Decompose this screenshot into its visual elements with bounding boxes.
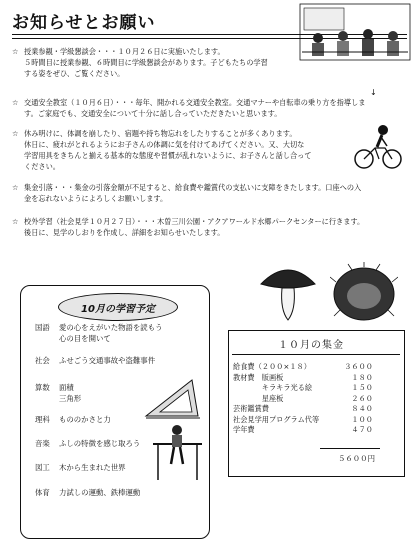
subject-content: ふしの特徴を感じ取ろう <box>59 439 141 448</box>
collection-title: １０月の集金 <box>278 340 344 351</box>
notice-line: 後日に、見学のしおりを作成し、詳細をお知らせいたします。 <box>24 228 225 237</box>
cyclist-illustration <box>353 120 403 170</box>
subject-content: 木から生まれた世界 <box>59 463 126 472</box>
notice-field-trip <box>12 216 412 238</box>
collection-list <box>233 362 373 436</box>
item-label: 社会見学用プログラム代等 <box>233 414 320 424</box>
star-icon: ☆ <box>12 183 19 192</box>
subject-content: ふせごう交通事故や盗難事件 <box>59 356 156 365</box>
triangle-ruler-illustration <box>142 376 202 421</box>
star-icon: ☆ <box>12 47 19 56</box>
child-on-bars-illustration <box>150 422 205 482</box>
subject-name: 体育 <box>35 488 50 497</box>
item-value: ３６００ <box>344 362 373 371</box>
item-label: 教材費 版画板 <box>233 372 284 382</box>
chestnut-illustration <box>330 262 398 324</box>
notice-withdrawal <box>12 182 412 204</box>
schedule-title: 10月の学習予定 <box>58 293 178 321</box>
subject-content: 力試しの運動、鉄棒運動 <box>59 488 141 497</box>
subject-content: 心の目を開いて <box>59 334 111 343</box>
item-value: １００ <box>351 414 373 424</box>
notice-health <box>12 128 352 172</box>
subject-name: 国語 <box>35 323 50 332</box>
subject-math <box>35 382 81 404</box>
collection-row <box>233 404 373 415</box>
notice-open-house <box>12 46 302 79</box>
collection-row <box>233 425 373 436</box>
subject-name: 理科 <box>35 415 50 424</box>
subject-content: もののかさと力 <box>59 415 111 424</box>
notice-traffic-safety <box>12 97 412 119</box>
item-value: １８０ <box>351 372 373 382</box>
subject-art <box>35 462 126 473</box>
item-label: 星座板 <box>233 393 284 403</box>
item-label: 給食費（２００×１８） <box>233 362 311 371</box>
notice-line: 休み明けに、体調を崩したり、宿題や持ち物忘れをしたりすることが多くあります。 <box>24 129 297 138</box>
item-label: キラキラ光る絵 <box>233 383 313 392</box>
notice-line: 交通安全教室（１０月６日）・・・毎年、開かれる交通安全教室。交通マナーや自転車の乗り方を指導しま <box>24 98 366 107</box>
item-value: ２６０ <box>351 393 373 403</box>
notice-line: 授業参観・学級懇談会・・・１０月２６日に実施いたします。 <box>24 47 225 56</box>
mushroom-illustration <box>258 262 318 324</box>
item-value: ４７０ <box>351 425 373 434</box>
subject-name: 音楽 <box>35 439 50 448</box>
subject-name: 図工 <box>35 463 50 472</box>
star-icon: ☆ <box>12 98 19 107</box>
subject-content: 面積 <box>59 383 74 392</box>
notice-line: 集金引落・・・集金の引落金額が不足すると、給食費や鑑賞代の支払いに支障をきたします。口座への入 <box>24 183 362 192</box>
subject-pe <box>35 487 140 498</box>
collection-title-divider <box>232 354 400 355</box>
page-title: お知らせとお願い <box>12 13 156 33</box>
notice-line: 金を忘れないようによろしくお願いします。 <box>24 194 168 203</box>
collection-row <box>233 394 373 405</box>
subject-music <box>35 438 140 449</box>
subject-content: 三角形 <box>59 394 82 403</box>
classroom-parents-illustration <box>298 2 413 64</box>
notice-line: 学習用具をきちんと揃える基本的な態度や習慣が乱れないように、お子さんと話し合って <box>24 151 312 160</box>
item-value: ８４０ <box>351 404 373 413</box>
item-value: １５０ <box>351 383 373 392</box>
subject-social <box>35 355 155 366</box>
subject-science <box>35 414 111 425</box>
notice-line: す。ご家庭でも、交通安全について十分に話し合っていただきたいと思います。 <box>24 109 282 118</box>
collection-row <box>233 383 373 394</box>
subject-name: 社会 <box>35 356 50 365</box>
star-icon: ☆ <box>12 217 19 226</box>
notice-line: 休日に、疲れがとれるようにお子さんの体調に気を付けてあげてください。又、大切な <box>24 140 305 149</box>
collection-total: ５６００円 <box>338 454 375 463</box>
subject-japanese <box>35 322 162 344</box>
page-mark: ↓ <box>370 88 377 97</box>
notice-line: する姿をぜひ、ご覧ください。 <box>24 69 125 78</box>
notice-line: 校外学習（社会見学１０月２７日）・・・木曽三川公園・アクアワールド水郷パークセンターに行きます。 <box>24 217 365 226</box>
total-divider <box>320 448 380 449</box>
item-label: 芸術鑑賞費 <box>233 404 269 413</box>
collection-row <box>233 362 373 373</box>
collection-row <box>233 415 373 426</box>
subject-name: 算数 <box>35 383 50 392</box>
star-icon: ☆ <box>12 129 19 138</box>
notice-line: ください。 <box>24 162 60 171</box>
notice-line: ５時間目に授業参観、６時間目に学級懇談会があります。子どもたちの学習 <box>24 58 268 67</box>
collection-row <box>233 373 373 384</box>
item-label: 学年費 <box>233 425 255 434</box>
subject-content: 愛の心をえがいた物語を読もう <box>59 323 163 332</box>
